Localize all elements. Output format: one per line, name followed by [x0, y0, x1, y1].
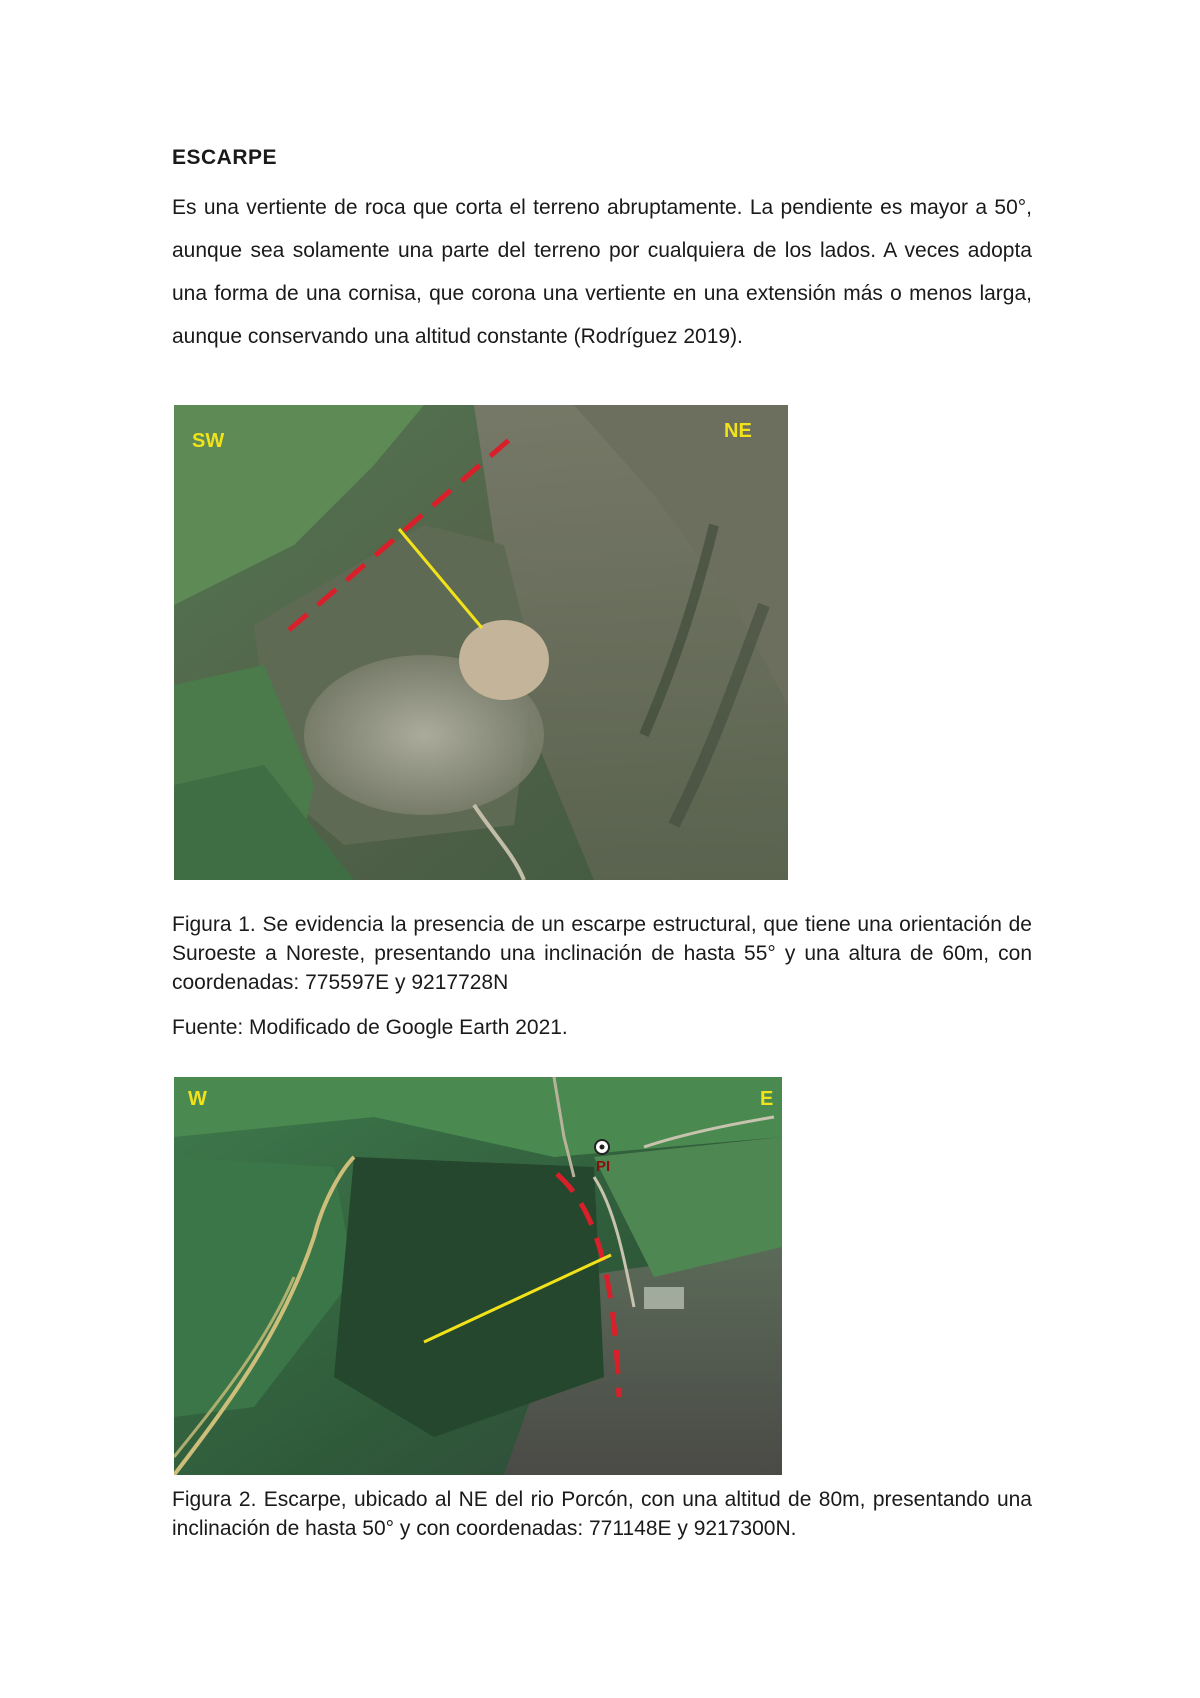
figure-1-label-sw: SW: [192, 430, 225, 452]
figure-2-satellite-image: [174, 1077, 782, 1475]
figure-2-marker-label: PI: [596, 1158, 611, 1175]
figure-1-label-ne: NE: [724, 420, 752, 442]
figure-1-source: Fuente: Modificado de Google Earth 2021.: [172, 1016, 568, 1039]
figure-1-caption: Figura 1. Se evidencia la presencia de un escarpe estructural, que tiene una orientación de Suroeste a Noreste, presentando una inclinación de hasta 55° y una altura de 60m, con coordenadas: 775597E y 9217728N: [172, 913, 1032, 994]
figure-2-label-e: E: [760, 1088, 774, 1110]
section-heading: ESCARPE: [172, 146, 278, 169]
figure-2-label-w: W: [188, 1088, 207, 1110]
figure-1-satellite-image: [174, 405, 788, 880]
figure-2-caption: Figura 2. Escarpe, ubicado al NE del rio Porcón, con una altitud de 80m, presentando una inclinación de hasta 50° y con coordenadas: 771148E y 9217300N.: [172, 1488, 1032, 1540]
intro-paragraph: Es una vertiente de roca que corta el terreno abruptamente. La pendiente es mayor a 50°, aunque sea solamente una parte del terreno por cualquiera de los lados. A veces adopta una forma de una cornisa, que corona una vertiente en una extensión más o menos larga, aunque conservando una altitud constante (Rodríguez 2019).: [172, 196, 1032, 348]
